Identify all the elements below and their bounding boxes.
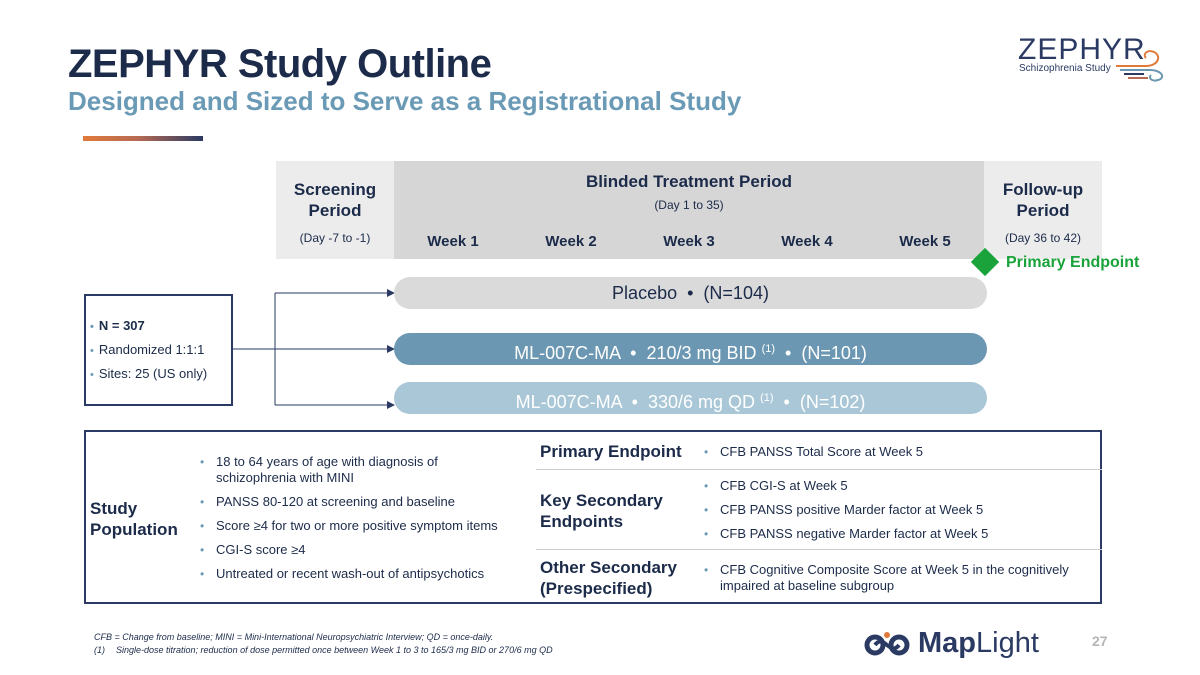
maplight-wordmark: MapLight bbox=[918, 627, 1039, 659]
population-criterion: • Untreated or recent wash-out of antipsychotics bbox=[198, 566, 518, 582]
key-secondary-endpoints-row bbox=[536, 470, 1102, 550]
arm-name: Placebo bbox=[612, 283, 678, 303]
followup-period-days: (Day 36 to 42) bbox=[1004, 231, 1082, 245]
study-details-table bbox=[84, 430, 1102, 604]
abbreviations-footnote: CFB = Change from baseline; MINI = Mini-International Neuropsychiatric Interview; QD = once-daily. bbox=[94, 632, 494, 642]
arm-footnote-ref: (1) bbox=[761, 343, 776, 355]
dose-footnote: (1) Single-dose titration; reduction of dose permitted once between Week 1 to 3 to 165/3 mg BID or 270/6 mg QD bbox=[94, 645, 553, 655]
arm-name: ML-007C-MA bbox=[514, 343, 621, 363]
enrollment-item: • N = 307 bbox=[90, 318, 145, 333]
screening-period-box bbox=[276, 161, 394, 259]
endpoint-item: • CFB PANSS Total Score at Week 5 bbox=[702, 444, 1102, 460]
endpoint-list bbox=[702, 444, 1102, 468]
enrollment-item: • Sites: 25 (US only) bbox=[90, 366, 208, 381]
endpoint-item: • CFB Cognitive Composite Score at Week 5 in the cognitively impaired at baseline subgroup bbox=[702, 562, 1102, 594]
arm-n: (N=104) bbox=[703, 283, 769, 303]
arm-n: (N=101) bbox=[801, 343, 867, 363]
blinded-period-title: Blinded Treatment Period bbox=[586, 172, 792, 191]
arm-210mg-bid: ML-007C-MA • 210/3 mg BID $^{(1)}$ • (N=101) bbox=[394, 333, 987, 365]
study-population-label: Study Population bbox=[90, 499, 178, 539]
other-secondary-endpoints-row bbox=[536, 550, 1102, 604]
arm-footnote-ref: (1) bbox=[760, 392, 774, 404]
maplight-mark-icon bbox=[864, 629, 912, 661]
screening-period-days: (Day -7 to -1) bbox=[299, 231, 371, 245]
endpoint-item: • CFB PANSS positive Marder factor at Week 5 bbox=[702, 502, 1102, 518]
week-label: Week 2 bbox=[545, 233, 597, 250]
screening-period-title: Screening Period bbox=[293, 180, 377, 220]
endpoint-label: Other Secondary (Prespecified) bbox=[540, 558, 677, 598]
primary-endpoint-row bbox=[536, 432, 1102, 470]
week-label: Week 3 bbox=[663, 233, 715, 250]
week-label: Week 1 bbox=[427, 233, 479, 250]
population-criterion: • CGI-S score ≥4 bbox=[198, 542, 518, 558]
endpoint-list bbox=[702, 478, 1102, 550]
zephyr-logo bbox=[1010, 30, 1170, 88]
arm-placebo: Placebo • (N=104) bbox=[394, 277, 987, 309]
endpoint-item: • CFB CGI-S at Week 5 bbox=[702, 478, 1102, 494]
arm-dose: 210/3 mg BID bbox=[646, 343, 757, 363]
population-criteria-list bbox=[198, 454, 518, 590]
zephyr-logo-tagline: Schizophrenia Study bbox=[1019, 63, 1111, 74]
page-title: ZEPHYR Study Outline bbox=[68, 42, 492, 86]
endpoint-list bbox=[702, 562, 1102, 602]
arm-dose: 330/6 mg QD bbox=[647, 392, 756, 412]
blinded-period-days: (Day 1 to 35) bbox=[654, 198, 724, 212]
week-label: Week 4 bbox=[781, 233, 833, 250]
enrollment-box bbox=[84, 294, 233, 406]
zephyr-logo-name: ZEPHYR bbox=[1018, 33, 1146, 66]
week-label: Week 5 bbox=[899, 233, 951, 250]
endpoint-item: • CFB PANSS negative Marder factor at Week 5 bbox=[702, 526, 1102, 542]
page-subtitle: Designed and Sized to Serve as a Registrational Study bbox=[68, 86, 742, 116]
week-labels bbox=[394, 233, 984, 250]
population-criterion: • PANSS 80-120 at screening and baseline bbox=[198, 494, 518, 510]
page-number: 27 bbox=[1092, 633, 1108, 649]
enrollment-item: • Randomized 1:1:1 bbox=[90, 342, 205, 357]
followup-period-box bbox=[984, 161, 1102, 259]
population-criterion: • Score ≥4 for two or more positive symptom items bbox=[198, 518, 518, 534]
blinded-treatment-box bbox=[394, 161, 984, 259]
wind-swirl-icon bbox=[1114, 44, 1166, 84]
followup-period-title: Follow-up Period bbox=[1002, 180, 1084, 220]
arm-name: ML-007C-MA bbox=[515, 392, 622, 412]
footnotes bbox=[94, 631, 553, 657]
maplight-logo bbox=[864, 627, 1054, 663]
arm-330mg-qd: ML-007C-MA • 330/6 mg QD $^{(1)}$ • (N=102) bbox=[394, 382, 987, 414]
endpoint-label: Key Secondary Endpoints bbox=[540, 491, 663, 531]
population-criterion: • 18 to 64 years of age with diagnosis of schizophrenia with MINI bbox=[198, 454, 518, 486]
arm-n: (N=102) bbox=[799, 392, 866, 412]
primary-endpoint-marker-label: Primary Endpoint bbox=[1006, 254, 1140, 271]
endpoint-label: Primary Endpoint bbox=[540, 442, 682, 461]
accent-bar bbox=[83, 136, 203, 141]
